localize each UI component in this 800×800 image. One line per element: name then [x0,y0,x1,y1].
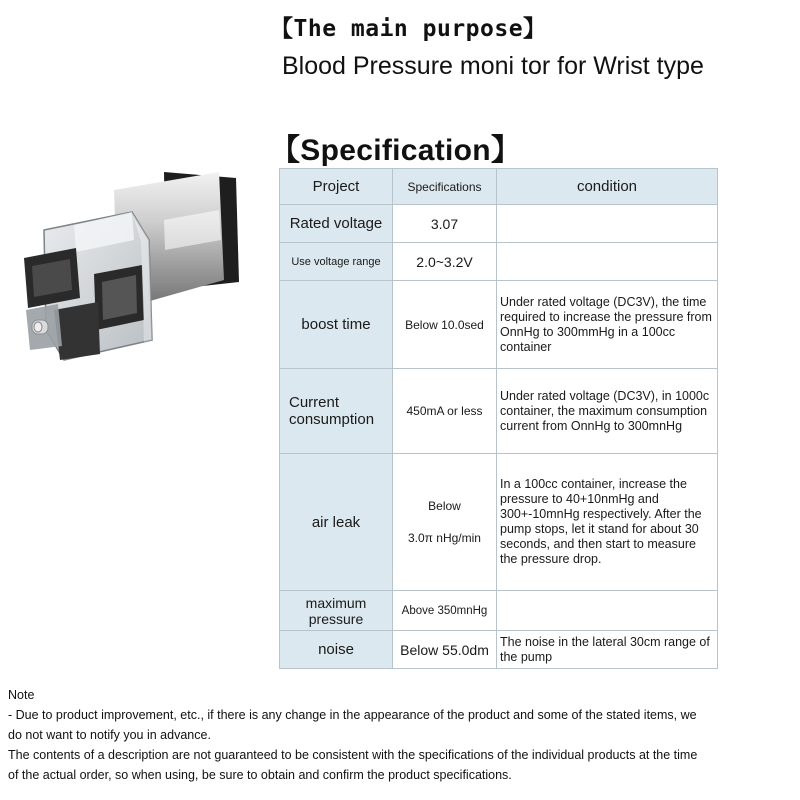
note-line: The contents of a description are not guaranteed to be consistent with the specifications of the individual products at the time [8,748,698,762]
table-row [280,243,718,281]
row-condition [497,205,718,243]
specification-heading: 【Specification】 [270,134,522,167]
note-line: - Due to product improvement, etc., if there is any change in the appearance of the product and some of the stated items, we [8,708,697,722]
row-project: Use voltage range [280,243,393,281]
table-row [280,631,718,669]
header-project: Project [280,169,393,205]
note-line: do not want to notify you in advance. [8,728,211,742]
note-title: Note [8,688,35,702]
row-project: maximum pressure [280,591,393,631]
header-condition: condition [497,169,718,205]
specification-table [279,168,718,669]
row-condition: The noise in the lateral 30cm range of the pump [497,631,718,669]
note-section [8,685,796,785]
row-project: air leak [280,454,393,591]
table-row [280,205,718,243]
row-condition [497,243,718,281]
main-purpose-heading: 【The main purpose】 [270,16,547,42]
row-condition: Under rated voltage (DC3V), in 1000c container, the maximum consumption current from OnnHg to 300mnHg [497,369,718,454]
row-spec: 3.07 [393,205,497,243]
table-row [280,454,718,591]
row-condition: In a 100cc container, increase the pressure to 40+10nmHg and 300+-10mnHg respectively. After the pump stops, let it stand for about 30 seconds, and then start to measure the pressure drop. [497,454,718,591]
row-project: boost time [280,281,393,369]
row-spec [393,454,497,591]
spec-line: 3.0π nHg/min [408,531,481,545]
row-spec: 2.0~3.2V [393,243,497,281]
row-project: Rated voltage [280,205,393,243]
row-spec: Above 350mnHg [393,591,497,631]
table-row [280,591,718,631]
note-line: of the actual order, so when using, be sure to obtain and confirm the product specifications. [8,768,512,782]
row-spec: Below 55.0dm [393,631,497,669]
main-purpose-text: Blood Pressure moni tor for Wrist type [282,52,704,80]
air-pump-image [14,170,264,380]
row-condition: Under rated voltage (DC3V), the time required to increase the pressure from OnnHg to 300mmHg in a 100cc container [497,281,718,369]
row-project: Current consumption [280,369,393,454]
row-condition [497,591,718,631]
table-header-row [280,169,718,205]
row-project: noise [280,631,393,669]
header-specifications: Specifications [393,169,497,205]
row-spec: Below 10.0sed [393,281,497,369]
table-row [280,281,718,369]
row-spec: 450mA or less [393,369,497,454]
table-row [280,369,718,454]
spec-line: Below [428,499,461,513]
